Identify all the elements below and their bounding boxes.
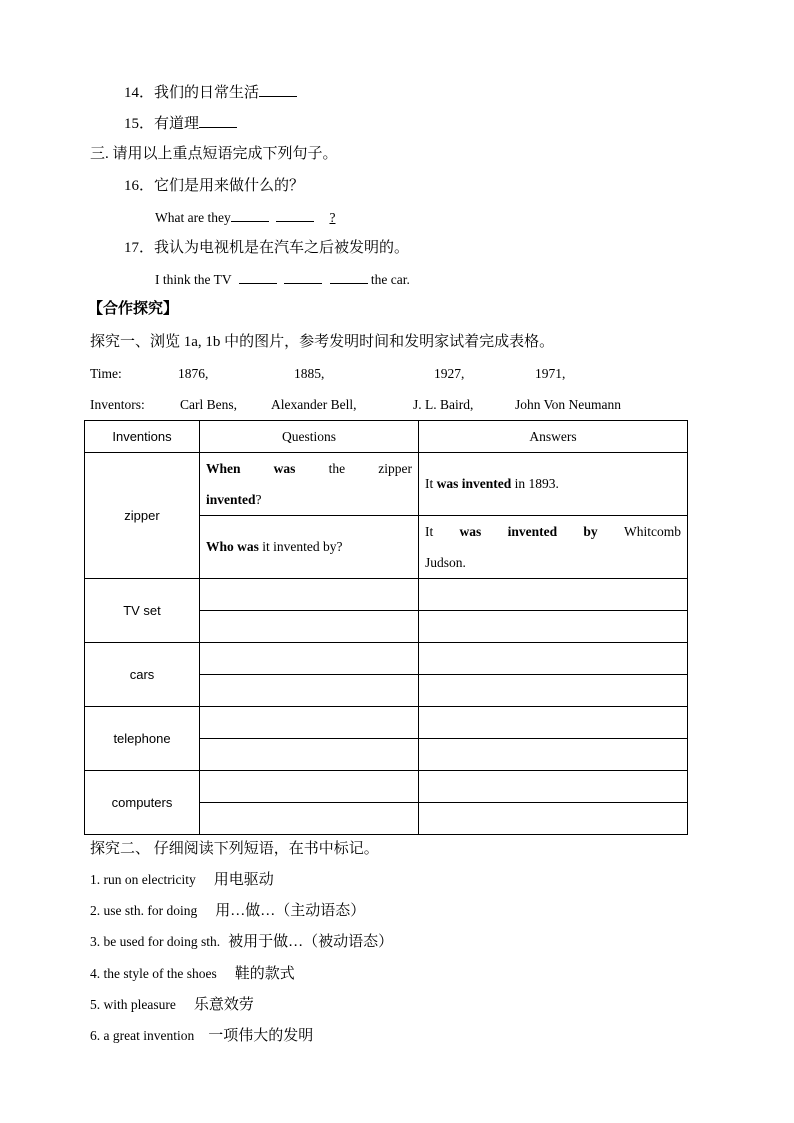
answer-cell[interactable]: [419, 675, 688, 707]
answer-cell[interactable]: [419, 707, 688, 739]
question-cell[interactable]: [200, 707, 419, 739]
answer-cell[interactable]: [419, 643, 688, 675]
time-value: 1885,: [294, 366, 325, 381]
answer-blank[interactable]: [239, 269, 277, 284]
answer-blank[interactable]: [330, 269, 368, 284]
section3-title: 三. 请用以上重点短语完成下列句子。: [90, 146, 338, 162]
inventions-table: [84, 420, 688, 835]
time-value: 1971,: [535, 366, 566, 381]
time-value: 1876,: [178, 366, 209, 381]
answer-cell[interactable]: [419, 611, 688, 643]
question-cell: Who was it invented by?: [200, 516, 419, 579]
answer-blank[interactable]: [199, 113, 237, 128]
table-header-row: [85, 421, 688, 453]
answer-cell[interactable]: [419, 579, 688, 611]
header-inventions: Inventions: [85, 421, 200, 453]
question-cell[interactable]: [200, 579, 419, 611]
item-15: 15．有道理: [124, 113, 237, 134]
table-row: [85, 579, 688, 611]
inventor-name: Carl Bens,: [180, 397, 237, 412]
answer-cell[interactable]: [419, 739, 688, 771]
inventors-label: Inventors:: [90, 397, 145, 412]
table-row: [85, 453, 688, 516]
q17-english: I think the TV the car.: [155, 269, 410, 290]
header-questions: Questions: [200, 421, 419, 453]
invention-name: TV set: [85, 579, 200, 643]
table-row: [85, 771, 688, 803]
phrase-item: 1. run on electricity 用电驱动: [90, 872, 274, 888]
time-label: Time:: [90, 366, 122, 381]
inventor-name: Alexander Bell,: [271, 397, 357, 412]
inventor-name: John Von Neumann: [515, 397, 622, 412]
task2-instruction: 探究二、 仔细阅读下列短语，在书中标记。: [90, 841, 379, 857]
item-14: 14．我们的日常生活: [124, 82, 297, 103]
invention-name: cars: [85, 643, 200, 707]
answer-cell[interactable]: [419, 803, 688, 835]
answer-cell[interactable]: [419, 771, 688, 803]
answer-blank[interactable]: [231, 207, 269, 222]
time-value: 1927,: [434, 366, 465, 381]
question-cell[interactable]: [200, 739, 419, 771]
table-row: [85, 707, 688, 739]
answer-blank[interactable]: [259, 82, 297, 97]
phrase-item: 6. a great invention 一项伟大的发明: [90, 1028, 314, 1044]
question-cell[interactable]: [200, 771, 419, 803]
answer-cell: It was invented in 1893.: [419, 453, 688, 516]
inventor-name: J. L. Baird,: [413, 397, 474, 412]
answer-blank[interactable]: [284, 269, 322, 284]
phrase-item: 5. with pleasure 乐意效劳: [90, 997, 254, 1013]
table-row: [85, 643, 688, 675]
invention-name: zipper: [85, 453, 200, 579]
task1-instruction: 探究一、浏览 1a, 1b 中的图片，参考发明时间和发明家试着完成表格。: [90, 334, 555, 350]
question-cell: When was the zipper invented?: [200, 453, 419, 516]
question-cell[interactable]: [200, 675, 419, 707]
question-cell[interactable]: [200, 803, 419, 835]
answer-cell: It was invented by Whitcomb Judson.: [419, 516, 688, 579]
invention-name: computers: [85, 771, 200, 835]
phrase-item: 3. be used for doing sth. 被用于做…（被动语态）: [90, 934, 394, 950]
answer-blank[interactable]: [276, 207, 314, 222]
question-cell[interactable]: [200, 643, 419, 675]
phrase-item: 2. use sth. for doing 用…做…（主动语态）: [90, 903, 366, 919]
invention-name: telephone: [85, 707, 200, 771]
q17-chinese: 17．我认为电视机是在汽车之后被发明的。: [124, 240, 410, 256]
q16-english: What are they ?: [155, 207, 335, 228]
phrase-item: 4. the style of the shoes 鞋的款式: [90, 966, 295, 982]
cooperative-heading: 【合作探究】: [88, 301, 179, 317]
header-answers: Answers: [419, 421, 688, 453]
q16-chinese: 16．它们是用来做什么的？: [124, 178, 305, 194]
question-cell[interactable]: [200, 611, 419, 643]
